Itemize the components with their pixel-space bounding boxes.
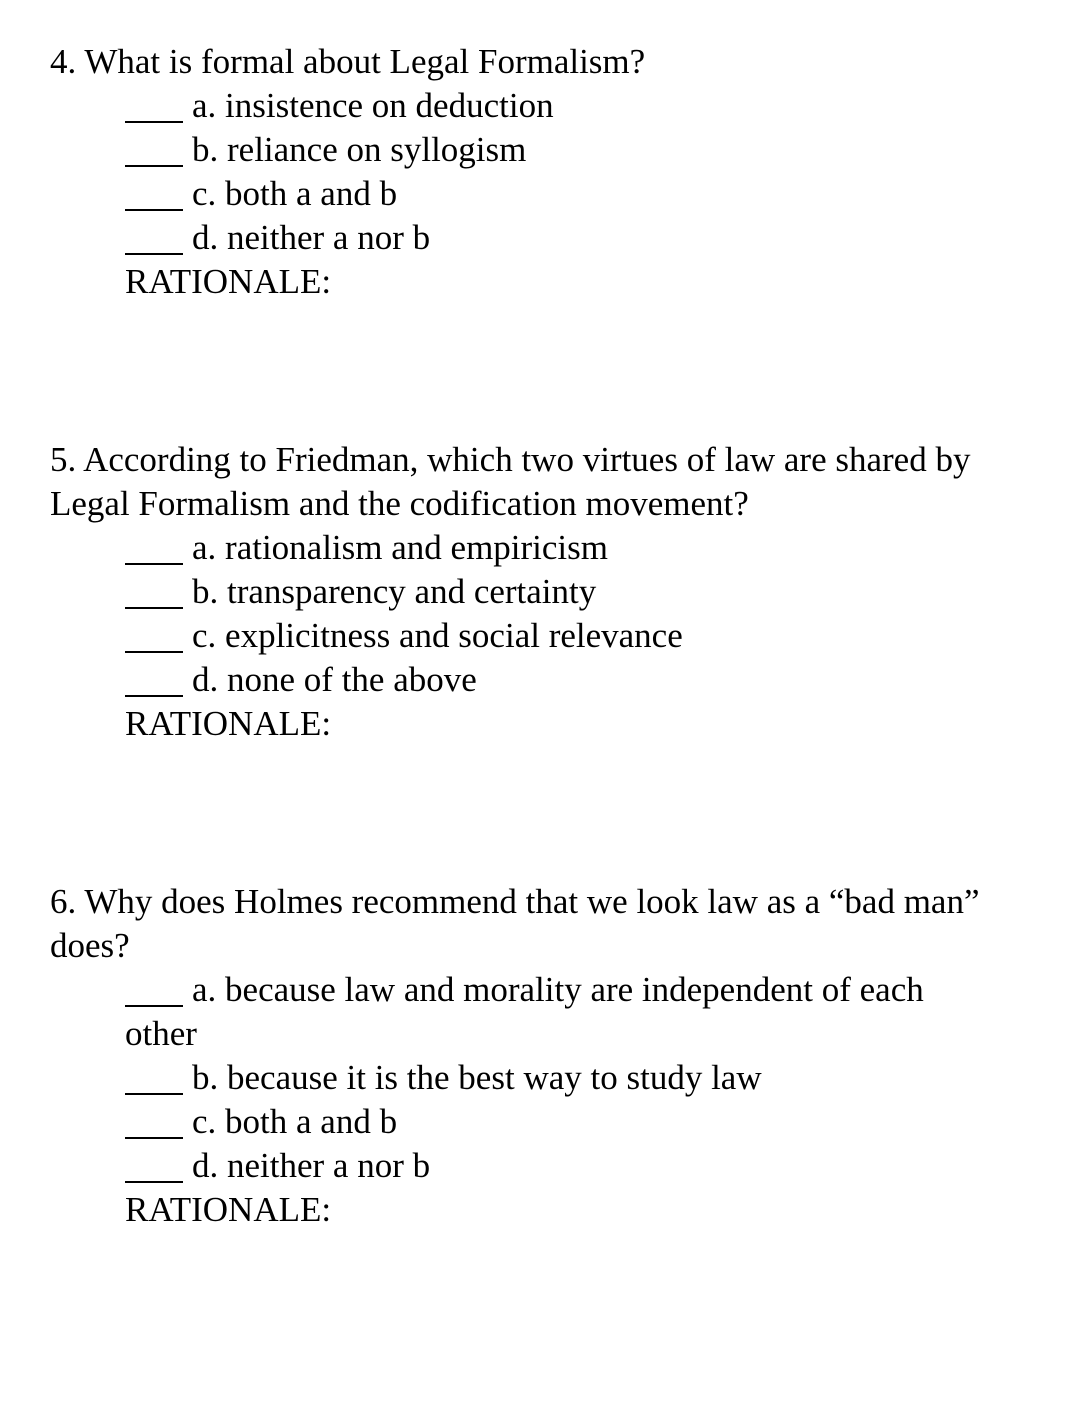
question-6 <box>50 880 1025 1232</box>
answer-blank[interactable] <box>125 563 183 565</box>
option-label: d. none of the above <box>192 660 477 699</box>
option-label: c. explicitness and social relevance <box>192 616 683 655</box>
option-b <box>125 128 1025 172</box>
option-d <box>125 1144 1025 1188</box>
option-a <box>125 968 1025 1012</box>
option-label: c. both a and b <box>192 1102 398 1141</box>
option-label: a. because law and morality are independent of each <box>192 970 924 1009</box>
answer-blank[interactable] <box>125 695 183 697</box>
answer-blank[interactable] <box>125 209 183 211</box>
option-b <box>125 1056 1025 1100</box>
question-prompt: 4. What is formal about Legal Formalism? <box>50 42 646 81</box>
question-prompt: 6. Why does Holmes recommend that we look law as a “bad man” does? <box>50 882 980 965</box>
question-prompt: 5. According to Friedman, which two virtues of law are shared by Legal Formalism and the codification movement? <box>50 440 971 523</box>
option-c <box>125 614 1025 658</box>
answer-blank[interactable] <box>125 165 183 167</box>
option-label: a. rationalism and empiricism <box>192 528 609 567</box>
question-5 <box>50 438 1025 746</box>
option-label: b. because it is the best way to study law <box>192 1058 762 1097</box>
rationale-label: RATIONALE: <box>125 262 332 301</box>
option-a <box>125 84 1025 128</box>
option-continuation: other <box>125 1014 197 1053</box>
option-label: b. transparency and certainty <box>192 572 597 611</box>
question-4 <box>50 40 1025 304</box>
option-label: d. neither a nor b <box>192 1146 431 1185</box>
option-d <box>125 216 1025 260</box>
answer-blank[interactable] <box>125 607 183 609</box>
answer-blank[interactable] <box>125 1005 183 1007</box>
option-label: d. neither a nor b <box>192 218 431 257</box>
answer-blank[interactable] <box>125 1181 183 1183</box>
option-b <box>125 570 1025 614</box>
answer-blank[interactable] <box>125 651 183 653</box>
rationale-label: RATIONALE: <box>125 704 332 743</box>
option-c <box>125 1100 1025 1144</box>
option-label: a. insistence on deduction <box>192 86 554 125</box>
answer-blank[interactable] <box>125 1093 183 1095</box>
answer-blank[interactable] <box>125 1137 183 1139</box>
option-label: c. both a and b <box>192 174 398 213</box>
option-c <box>125 172 1025 216</box>
rationale-label: RATIONALE: <box>125 1190 332 1229</box>
answer-blank[interactable] <box>125 253 183 255</box>
answer-blank[interactable] <box>125 121 183 123</box>
option-a <box>125 526 1025 570</box>
option-label: b. reliance on syllogism <box>192 130 527 169</box>
option-d <box>125 658 1025 702</box>
